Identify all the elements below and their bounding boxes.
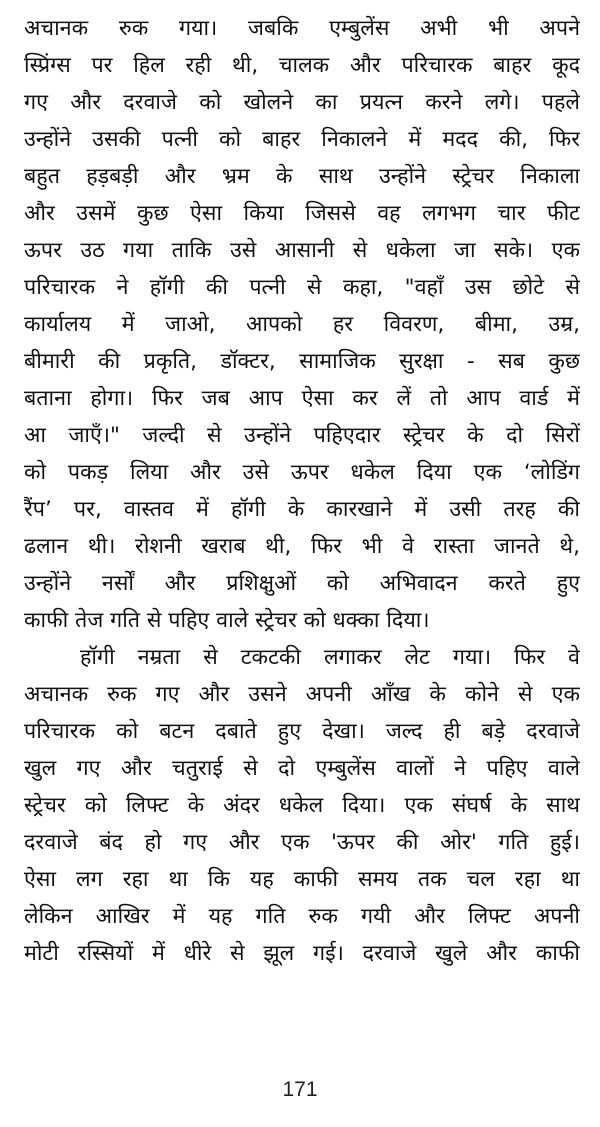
text-line: ऐसा लग रहा था कि यह काफी समय तक चल रहा था [24, 867, 580, 892]
text-line: स्प्रिंग्स पर हिल रही थी, चालक और परिचारक बाहर कूद [24, 53, 580, 78]
text-line: बहुत हड़बड़ी और भ्रम के साथ उन्होंने स्ट्रेचर निकाला [24, 164, 580, 189]
text-line: अचानक रुक गया। जबकि एम्बुलेंस अभी भी अपने [24, 16, 580, 41]
text-line: परिचारक ने हॉगी की पत्नी से कहा, "वहाँ उस छोटे से [24, 275, 580, 300]
text-line: स्ट्रेचर को लिफ्ट के अंदर धकेल दिया। एक संघर्ष के साथ [24, 793, 580, 818]
text-line: हॉगी नम्रता से टकटकी लगाकर लेट गया। फिर वे [80, 645, 580, 670]
text-line: लेकिन आखिर में यह गति रुक गयी और लिफ्ट अपनी [24, 904, 580, 929]
text-line: आ जाएँ।" जल्दी से उन्होंने पहिएदार स्ट्रेचर के दो सिरों [24, 423, 580, 448]
text-line: ऊपर उठ गया ताकि उसे आसानी से धकेला जा सके। एक [24, 238, 580, 263]
text-line: गए और दरवाजे को खोलने का प्रयत्न करने लगे। पहले [24, 90, 580, 115]
text-line: ढलान थी। रोशनी खराब थी, फिर भी वे रास्ता जानते थे, [24, 534, 580, 559]
text-line: काफी तेज गति से पहिए वाले स्ट्रेचर को धक्का दिया। [24, 608, 430, 633]
text-line: परिचारक को बटन दबाते हुए देखा। जल्द ही बड़े दरवाजे [24, 719, 580, 744]
text-line: खुल गए और चतुराई से दो एम्बुलेंस वालों ने पहिए वाले [24, 756, 580, 781]
text-line: कार्यालय में जाओ, आपको हर विवरण, बीमा, उम्र, [24, 312, 580, 337]
text-line: दरवाजे बंद हो गए और एक 'ऊपर की ओर' गति हुई। [24, 830, 580, 855]
text-line: बीमारी की प्रकृति, डॉक्टर, सामाजिक सुरक्षा - सब कुछ [24, 349, 580, 374]
text-line: उन्होंने उसकी पत्नी को बाहर निकालने में मदद की, फिर [24, 127, 580, 152]
body-text [24, 10, 580, 972]
text-line: मोटी रस्सियों में धीरे से झूल गई। दरवाजे खुले और काफी [24, 941, 580, 966]
page-number: 171 [282, 1078, 318, 1101]
text-line: और उसमें कुछ ऐसा किया जिससे वह लगभग चार फीट [24, 201, 580, 226]
paragraph-1 [24, 10, 580, 639]
text-line: बताना होगा। फिर जब आप ऐसा कर लें तो आप वार्ड में [24, 386, 580, 411]
text-line: को पकड़ लिया और उसे ऊपर धकेल दिया एक ‘लोडिंग [24, 460, 580, 485]
paragraph-2 [24, 639, 580, 972]
text-line: उन्होंने नर्सों और प्रशिक्षुओं को अभिवादन करते हुए [24, 571, 580, 596]
text-line: अचानक रुक गए और उसने अपनी आँख के कोने से एक [24, 682, 580, 707]
text-line: रैंप’ पर, वास्तव में हॉगी के कारखाने में उसी तरह की [24, 497, 580, 522]
